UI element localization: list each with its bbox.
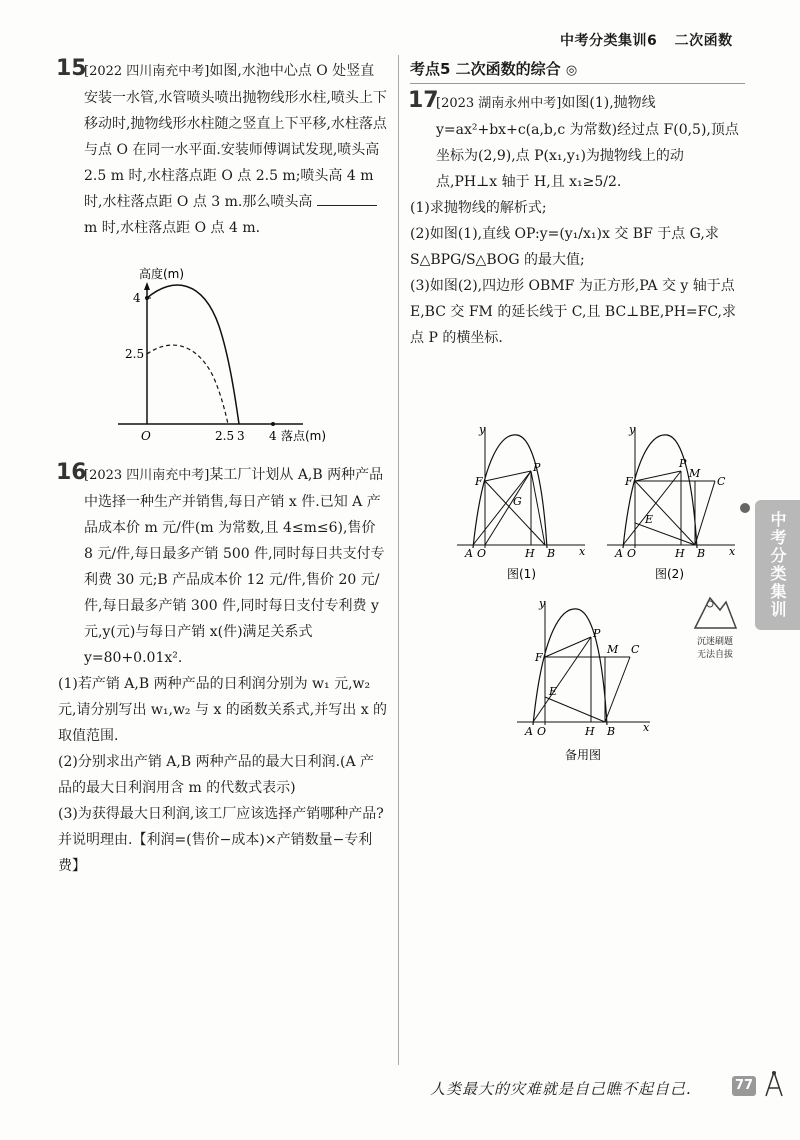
fig2-label-e: E: [645, 513, 654, 526]
fig2-line-be: [635, 523, 695, 545]
fig3-label-e: E: [549, 685, 558, 698]
fig2-label-f: F: [625, 475, 633, 488]
x-tick-4: 4: [269, 429, 277, 443]
question-17-intro: [410, 90, 745, 195]
sticker-line1: 沉迷刷题: [696, 637, 733, 647]
fig3-label-y: y: [539, 597, 546, 610]
figure-2: [605, 423, 775, 583]
question-number: 15: [56, 56, 87, 81]
fig2-label-h: H: [675, 547, 685, 560]
question-15-text: [58, 58, 388, 241]
question-16-part1: (1)若产销 A,B 两种产品的日利润分别为 w₁ 元,w₂ 元,请分别写出 w₁,w₂ 与 x 的函数关系式,并写出 x 的取值范围.: [58, 676, 388, 744]
fig2-label-c: C: [717, 475, 726, 488]
fig3-label-f: F: [535, 651, 543, 664]
parabola-dashed: [147, 345, 228, 424]
fig1-label-b: B: [547, 547, 556, 560]
q15-graph: [113, 266, 353, 446]
fig3-line-bc: [605, 657, 630, 722]
parabola-solid: [147, 285, 239, 424]
fig2-label-x: x: [729, 545, 736, 558]
y-tick-2-5: 2.5: [125, 347, 145, 361]
fig3-label-p: P: [593, 627, 601, 640]
fig2-label-m: M: [689, 467, 701, 480]
y-arrow: [144, 282, 150, 290]
fig1-label-h: H: [525, 547, 535, 560]
fig2-caption: 图(2): [655, 567, 684, 581]
figure-backup: [515, 597, 685, 767]
origin-point: [145, 296, 149, 300]
compass-icon: [762, 1070, 786, 1098]
fig1-label-g: G: [513, 495, 522, 508]
x-axis-label: 落点(m): [281, 429, 327, 443]
fig1-line-op: [485, 471, 531, 545]
page-header: [560, 30, 750, 50]
question-number: 16: [56, 460, 87, 485]
point-4: [271, 422, 275, 426]
fig2-label-b: B: [697, 547, 706, 560]
fig3-label-a: A: [525, 725, 533, 738]
fig3-label-h: H: [585, 725, 595, 738]
answer-blank[interactable]: [317, 205, 377, 206]
x-tick-2-5: 2.5: [215, 429, 235, 443]
fig2-line-fb: [635, 481, 695, 545]
question-17-part3: (3)如图(2),四边形 OBMF 为正方形,PA 交 y 轴于点 E,BC 交 FM 的延长线于 C,且 BC⊥BE,PH=FC,求点 P 的横坐标.: [410, 278, 737, 346]
page-number: 77: [732, 1076, 756, 1096]
figure-1: [455, 423, 615, 583]
question-16-part2: (2)分别求出产销 A,B 两种产品的最大日利润.(A 产品的最大日利润用含 m 的代数式表示): [58, 754, 375, 796]
fig1-label-x: x: [579, 545, 586, 558]
column-divider: [398, 55, 399, 1065]
question-16: [58, 462, 388, 879]
fig3-label-o: O: [537, 725, 547, 738]
question-16-part3: (3)为获得最大日利润,该工厂应该选择产销哪种产品?并说明理由.【利润=(售价−成本)×产销数量−专利费】: [58, 806, 384, 874]
sidetab-dot: [740, 503, 750, 513]
y-tick-4: 4: [133, 291, 141, 305]
sticker: [680, 590, 750, 670]
footer-motto: 人类最大的灾难就是自己瞧不起自己.: [430, 1080, 692, 1098]
fig1-label-o: O: [477, 547, 487, 560]
x-tick-o: O: [141, 429, 151, 443]
fig2-line-bc: [695, 481, 715, 545]
section-header: [410, 58, 745, 84]
question-source: [2022 四川南充中考]: [84, 64, 210, 79]
question-17-part2: (2)如图(1),直线 OP:y=(y₁/x₁)x 交 BF 于点 G,求 S△BPG/S△BOG 的最大值;: [410, 226, 719, 268]
fig1-line-pb: [485, 481, 545, 545]
fig2-label-o: O: [627, 547, 637, 560]
fig1-label-y: y: [479, 423, 486, 436]
fig1-label-a: A: [465, 547, 473, 560]
fig3-caption: 备用图: [565, 748, 602, 762]
header-chapter: 二次函数: [674, 33, 733, 49]
question-16-intro: [58, 462, 388, 671]
question-17-part1: (1)求抛物线的解析式;: [410, 200, 547, 216]
left-column: [56, 56, 388, 874]
fig2-label-a: A: [615, 547, 623, 560]
question-15: [58, 58, 388, 241]
question-source: [2023 四川南充中考]: [84, 468, 210, 483]
fig3-label-x: x: [643, 721, 650, 734]
mountain-icon: [690, 590, 740, 630]
right-column: [410, 58, 745, 351]
header-series: 中考分类集训6: [560, 33, 658, 49]
fig3-label-m: M: [607, 643, 619, 656]
fig1-label-f: F: [475, 475, 483, 488]
y-axis-label: 高度(m): [139, 267, 185, 281]
fig3-line-be: [545, 697, 605, 722]
x-tick-3: 3: [237, 429, 245, 443]
fig2-label-p: P: [679, 457, 687, 470]
question-number: 17: [408, 88, 439, 113]
fig2-label-y: y: [629, 423, 636, 436]
target-icon: ◎: [565, 63, 578, 78]
fig3-label-c: C: [631, 643, 640, 656]
sticker-line2: 无法自拔: [696, 650, 733, 660]
side-tab[interactable]: 中考分类集训: [755, 500, 800, 630]
fig3-label-b: B: [607, 725, 616, 738]
question-16-body: 某工厂计划从 A,B 两种产品中选择一种生产并销售,每日产销 x 件.已知 A 产品成本价 m 元/件(m 为常数,且 4≤m≤6),售价 8 元/件,每日最多产销 500 件,同时每日共支付专利费 30 元;B 产品成本价 12 元/件,售价 20 元/件,每日最多产销 300 件,同时每日支付专利费 y 元,y(元)与每日产销 x(件)满足关系式 y=80+0.01x².: [84, 467, 385, 666]
question-15-body: 如图,水池中心点 O 处竖直安装一水管,水管喷头喷出抛物线形水柱,喷头上下移动时,抛物线形水柱随之竖直上下平移,水柱落点与点 O 在同一水平面.安装师傅调试发现,喷头高 2.5 m 时,水柱落点距 O 点 2.5 m;喷头高 4 m 时,水柱落点距 O 点 3 m.那么喷头高: [84, 63, 387, 210]
question-source: [2023 湖南永州中考]: [436, 96, 562, 111]
question-17-body: 如图(1),抛物线 y=ax²+bx+c(a,b,c 为常数)经过点 F(0,5),顶点坐标为(2,9),点 P(x₁,y₁)为抛物线上的动点,PH⊥x 轴于 H,且 x₁≥5/2.: [436, 95, 739, 190]
question-15-body-end: m 时,水柱落点距 O 点 4 m.: [84, 220, 261, 236]
question-17: [410, 90, 745, 351]
fig1-label-p: P: [533, 461, 541, 474]
section-title: 考点5 二次函数的综合: [410, 60, 561, 78]
fig1-caption: 图(1): [507, 567, 536, 581]
